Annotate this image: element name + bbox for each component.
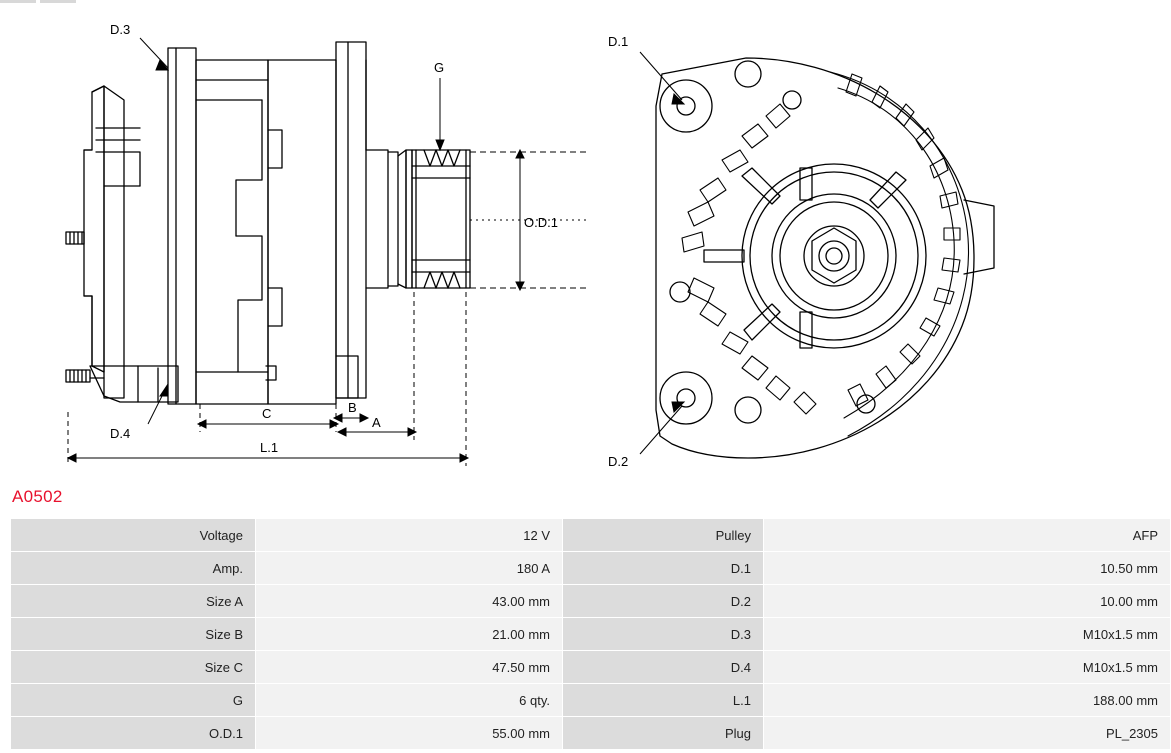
label-d2: D.2 [608, 454, 629, 469]
part-number: A0502 [12, 487, 63, 506]
spec-label: Pulley [563, 519, 764, 552]
spec-label: Size A [11, 585, 256, 618]
table-row [11, 552, 1171, 585]
spec-value: 43.00 mm [256, 585, 563, 618]
spec-label: O.D.1 [11, 717, 256, 750]
spec-label: L.1 [563, 684, 764, 717]
spec-label: Size B [11, 618, 256, 651]
table-row [11, 717, 1171, 750]
spec-value: 6 qty. [256, 684, 563, 717]
specifications-table [10, 518, 1171, 750]
spec-value: 47.50 mm [256, 651, 563, 684]
spec-value: PL_2305 [764, 717, 1171, 750]
label-a: A [372, 415, 381, 430]
table-row [11, 684, 1171, 717]
table-row [11, 651, 1171, 684]
spec-value: 10.00 mm [764, 585, 1171, 618]
spec-label: Plug [563, 717, 764, 750]
table-row [11, 618, 1171, 651]
label-d4: D.4 [110, 426, 131, 441]
spec-value: M10x1.5 mm [764, 618, 1171, 651]
spec-label: Voltage [11, 519, 256, 552]
spec-label: G [11, 684, 256, 717]
spec-label: Size C [11, 651, 256, 684]
spec-value: M10x1.5 mm [764, 651, 1171, 684]
label-c: C [262, 406, 272, 421]
spec-value: 21.00 mm [256, 618, 563, 651]
spec-value: 180 A [256, 552, 563, 585]
label-b: B [348, 400, 357, 415]
table-row [11, 519, 1171, 552]
label-g: G [434, 60, 445, 75]
spec-label: D.2 [563, 585, 764, 618]
label-d3: D.3 [110, 22, 131, 37]
label-d1: D.1 [608, 34, 629, 49]
spec-value: 12 V [256, 519, 563, 552]
table-row [11, 585, 1171, 618]
spec-value: 10.50 mm [764, 552, 1171, 585]
label-od1: O.D.1 [524, 215, 558, 230]
spec-label: D.3 [563, 618, 764, 651]
spec-label: D.1 [563, 552, 764, 585]
spec-label: D.4 [563, 651, 764, 684]
spec-value: 188.00 mm [764, 684, 1171, 717]
spec-value: AFP [764, 519, 1171, 552]
spec-label: Amp. [11, 552, 256, 585]
label-l1: L.1 [260, 440, 279, 455]
spec-value: 55.00 mm [256, 717, 563, 750]
